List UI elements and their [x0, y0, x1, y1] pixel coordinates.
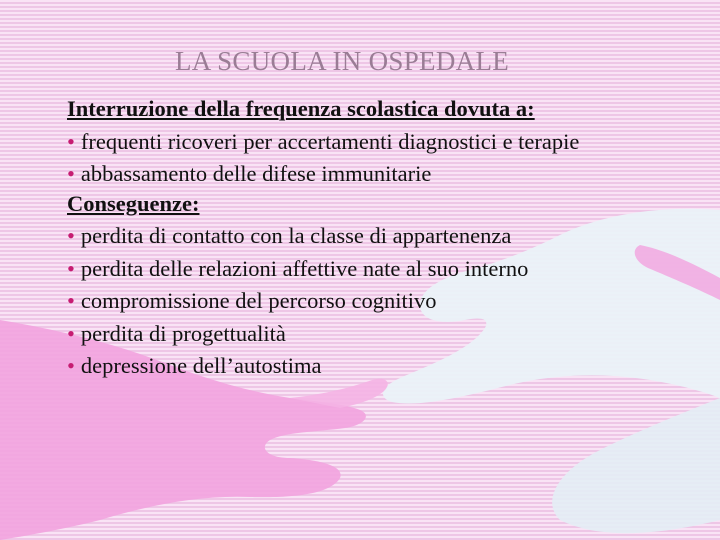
list-item-text: perdita di contatto con la classe di appartenenza — [80, 223, 512, 248]
bullet-icon: • — [67, 353, 75, 378]
list-item — [67, 319, 632, 349]
list-item — [67, 254, 632, 284]
bullet-icon: • — [67, 223, 75, 248]
list-item — [67, 221, 632, 251]
bullet-icon: • — [67, 128, 75, 154]
list-item — [67, 286, 632, 316]
section-heading-conseguenze: Conseguenze: — [67, 190, 200, 216]
bullet-icon: • — [67, 320, 75, 346]
list-item-text: depressione dell’autostima — [80, 353, 322, 378]
list-item-text: perdita di progettualità — [80, 320, 286, 346]
slide-content — [67, 94, 632, 381]
bullet-icon: • — [67, 288, 75, 313]
list-item-text: perdita delle relazioni affettive nate al suo interno — [80, 255, 529, 281]
list-item-text: frequenti ricoveri per accertamenti diagnostici e terapie — [80, 128, 580, 154]
white-arm-shape — [552, 398, 720, 533]
list-item — [67, 159, 632, 189]
list-item-text: compromissione del percorso cognitivo — [80, 288, 437, 313]
list-item — [67, 127, 632, 157]
list-item-text: abbassamento delle difese immunitarie — [80, 161, 432, 186]
list-item — [67, 351, 632, 381]
bullet-icon: • — [67, 161, 75, 186]
bullet-icon: • — [67, 255, 75, 281]
slide-title: LA SCUOLA IN OSPEDALE — [174, 46, 510, 76]
section-heading-interruzione: Interruzione della frequenza scolastica dovuta a: — [67, 96, 535, 121]
